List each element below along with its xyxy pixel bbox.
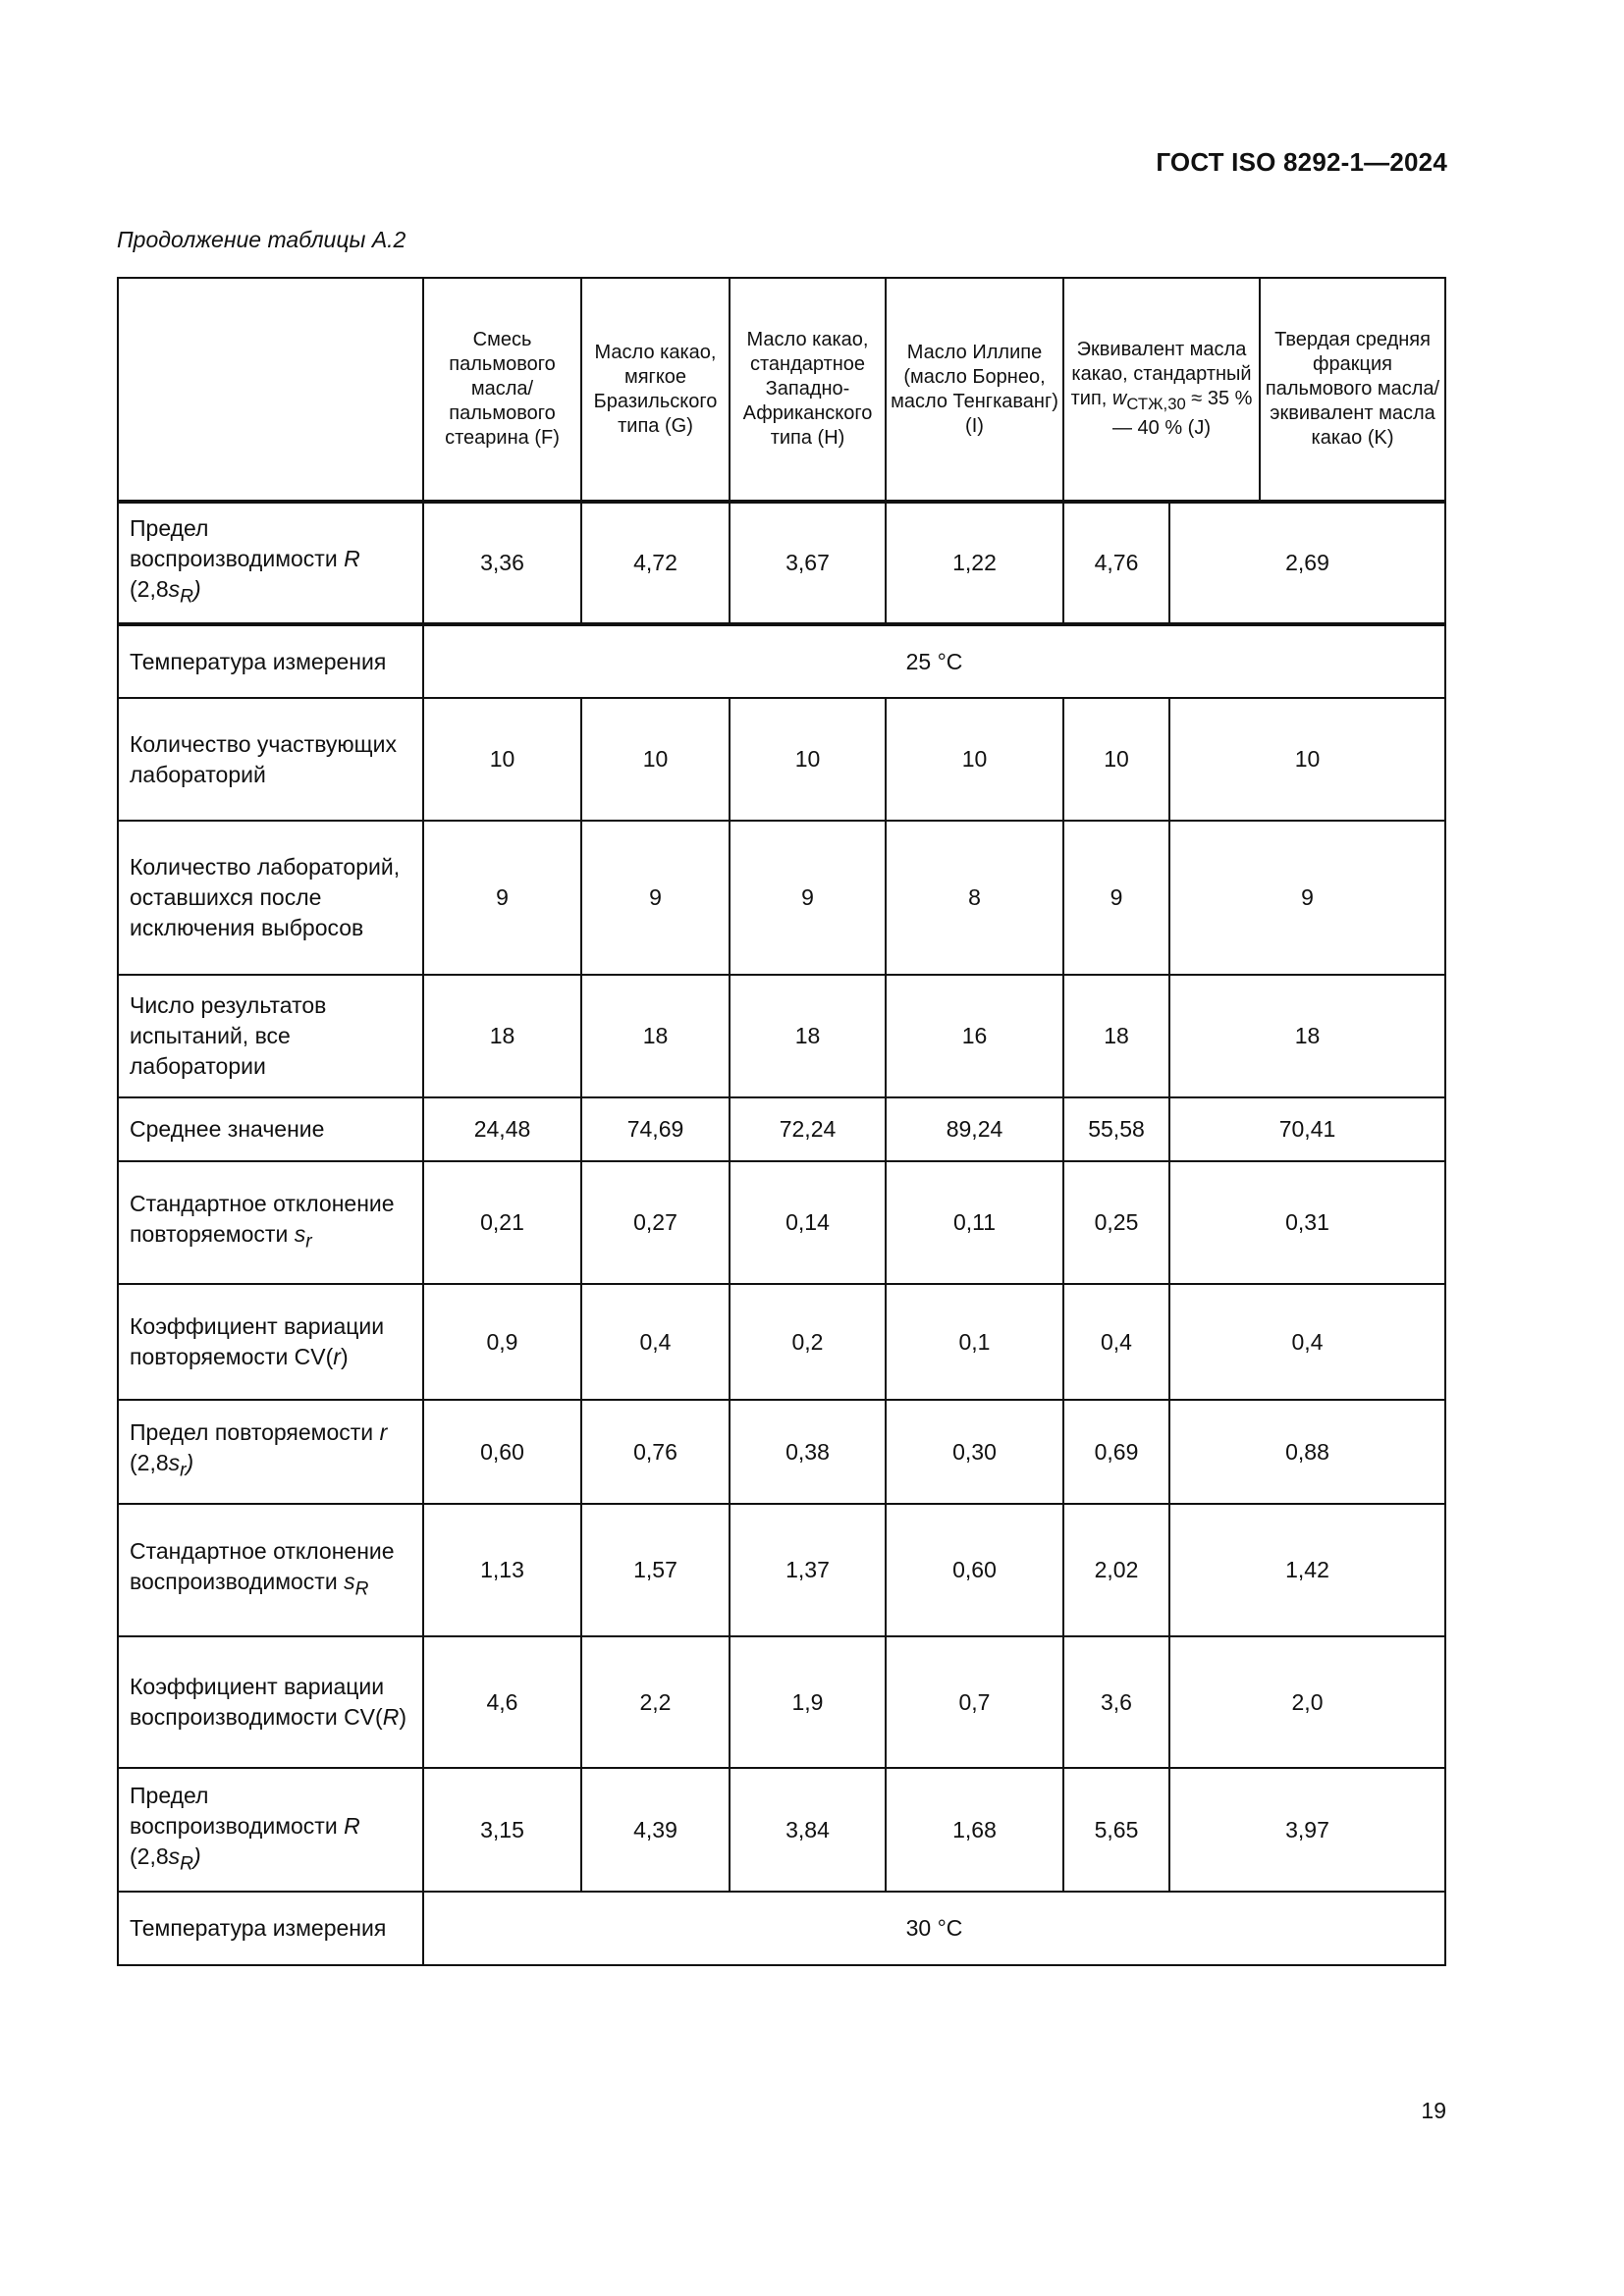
value-cell-f: 10 bbox=[423, 698, 581, 821]
row-label: Температура измерения bbox=[118, 1892, 423, 1965]
table-row bbox=[118, 1768, 1445, 1892]
row-label-symbol: s bbox=[168, 576, 181, 603]
row-label-subscript-symbol: R bbox=[354, 1578, 369, 1600]
row-label-subscript bbox=[180, 1853, 193, 1874]
value-cell-h: 0,14 bbox=[730, 1161, 886, 1284]
row-label-symbol: s bbox=[344, 1568, 355, 1594]
table-row bbox=[118, 1284, 1445, 1400]
table-header-row bbox=[118, 278, 1445, 502]
value-cell-i: 0,60 bbox=[886, 1504, 1063, 1636]
row-label-text: Коэффициент вариации воспроизводимости CV( bbox=[130, 1674, 385, 1730]
table-row bbox=[118, 624, 1445, 698]
value-cell-j: 10 bbox=[1063, 698, 1169, 821]
row-label-text: Коэффициент вариации повторяемости CV( bbox=[130, 1313, 385, 1369]
row-label: Количество лабораторий, оставшихся после исключения выбросов bbox=[118, 821, 423, 975]
row-label-subscript bbox=[355, 1578, 369, 1599]
value-cell-i: 10 bbox=[886, 698, 1063, 821]
table-caption: Продолжение таблицы А.2 bbox=[117, 227, 406, 252]
row-label-text: ) bbox=[340, 1344, 349, 1369]
value-cell-h: 9 bbox=[730, 821, 886, 975]
value-cell-k: 3,97 bbox=[1169, 1768, 1445, 1892]
value-cell-i: 0,30 bbox=[886, 1400, 1063, 1504]
row-label-text: Предел воспроизводимости bbox=[130, 515, 345, 572]
value-cell-i: 16 bbox=[886, 975, 1063, 1097]
row-label-text: (2,8 bbox=[130, 1842, 169, 1869]
value-cell-g: 1,57 bbox=[581, 1504, 730, 1636]
value-cell-f: 3,15 bbox=[423, 1768, 581, 1892]
value-cell-k: 1,42 bbox=[1169, 1504, 1445, 1636]
value-cell-f: 0,9 bbox=[423, 1284, 581, 1400]
value-cell-f: 18 bbox=[423, 975, 581, 1097]
table-row bbox=[118, 1636, 1445, 1768]
row-label-subscript-symbol: r bbox=[180, 1460, 187, 1481]
value-cell-j: 55,58 bbox=[1063, 1097, 1169, 1161]
value-cell-k: 18 bbox=[1169, 975, 1445, 1097]
row-label-subscript-symbol: R bbox=[180, 1853, 193, 1875]
row-label-symbol: r bbox=[379, 1419, 388, 1446]
value-cell-f: 9 bbox=[423, 821, 581, 975]
value-cell-j: 0,25 bbox=[1063, 1161, 1169, 1284]
value-cell-j: 9 bbox=[1063, 821, 1169, 975]
value-cell-k: 9 bbox=[1169, 821, 1445, 975]
value-cell-f: 0,21 bbox=[423, 1161, 581, 1284]
value-cell-h: 0,38 bbox=[730, 1400, 886, 1504]
row-label-symbol: s bbox=[168, 1842, 181, 1869]
row-label-subscript-symbol: r bbox=[305, 1231, 312, 1253]
column-header-j-subscript: СТЖ,30 bbox=[1126, 395, 1186, 413]
row-label-text: Предел воспроизводимости bbox=[130, 1782, 345, 1839]
value-cell-h: 3,67 bbox=[730, 502, 886, 624]
row-label-text: ) bbox=[399, 1704, 406, 1730]
column-header-f: Смесь пальмового масла/ пальмового стеарина (F) bbox=[423, 278, 581, 502]
row-label: Число результатов испытаний, все лаборатории bbox=[118, 975, 423, 1097]
value-cell-i: 0,1 bbox=[886, 1284, 1063, 1400]
value-cell-j: 5,65 bbox=[1063, 1768, 1169, 1892]
value-cell-j: 4,76 bbox=[1063, 502, 1169, 624]
header-empty-cell bbox=[118, 278, 423, 502]
table-row bbox=[118, 1161, 1445, 1284]
row-label-symbol: R bbox=[344, 546, 360, 572]
table-row bbox=[118, 1892, 1445, 1965]
value-cell-k: 2,0 bbox=[1169, 1636, 1445, 1768]
merged-value-cell: 25 °C bbox=[423, 624, 1445, 698]
column-header-k: Твердая средняя фракция пальмового масла/ эквивалент масла какао (K) bbox=[1260, 278, 1445, 502]
value-cell-k: 2,69 bbox=[1169, 502, 1445, 624]
row-label-symbol: s bbox=[168, 1450, 181, 1476]
table-body bbox=[118, 502, 1445, 1965]
value-cell-j: 3,6 bbox=[1063, 1636, 1169, 1768]
row-label bbox=[118, 1636, 423, 1768]
value-cell-k: 0,88 bbox=[1169, 1400, 1445, 1504]
value-cell-k: 70,41 bbox=[1169, 1097, 1445, 1161]
row-label bbox=[118, 1284, 423, 1400]
value-cell-h: 3,84 bbox=[730, 1768, 886, 1892]
value-cell-g: 74,69 bbox=[581, 1097, 730, 1161]
value-cell-j: 0,4 bbox=[1063, 1284, 1169, 1400]
document-standard-header: ГОСТ ISO 8292-1—2024 bbox=[1156, 147, 1447, 177]
row-label-symbol: R bbox=[344, 1812, 360, 1839]
value-cell-h: 72,24 bbox=[730, 1097, 886, 1161]
row-label bbox=[118, 1504, 423, 1636]
value-cell-k: 0,4 bbox=[1169, 1284, 1445, 1400]
value-cell-j: 18 bbox=[1063, 975, 1169, 1097]
column-header-j bbox=[1063, 278, 1260, 502]
row-label-text: (2,8 bbox=[130, 576, 169, 603]
row-label-text: Стандартное отклонение воспроизводимости bbox=[130, 1537, 395, 1594]
value-cell-h: 1,37 bbox=[730, 1504, 886, 1636]
row-label bbox=[118, 1161, 423, 1284]
row-label-symbol: R bbox=[382, 1704, 400, 1730]
table-row bbox=[118, 1400, 1445, 1504]
merged-value-cell: 30 °C bbox=[423, 1892, 1445, 1965]
value-cell-i: 89,24 bbox=[886, 1097, 1063, 1161]
row-label bbox=[118, 1400, 423, 1504]
value-cell-k: 0,31 bbox=[1169, 1161, 1445, 1284]
value-cell-f: 4,6 bbox=[423, 1636, 581, 1768]
row-label-subscript bbox=[305, 1231, 311, 1252]
table-row bbox=[118, 698, 1445, 821]
table-row bbox=[118, 1504, 1445, 1636]
column-header-h: Масло какао, стандартное Западно-Африканского типа (H) bbox=[730, 278, 886, 502]
column-header-j-text: Эквивалент масла какао, стандартный тип, bbox=[1070, 339, 1252, 409]
precision-data-table bbox=[117, 277, 1446, 1966]
value-cell-f: 24,48 bbox=[423, 1097, 581, 1161]
value-cell-g: 4,39 bbox=[581, 1768, 730, 1892]
row-label-symbol: ) bbox=[192, 1842, 201, 1869]
value-cell-h: 10 bbox=[730, 698, 886, 821]
row-label-text: Стандартное отклонение повторяемости bbox=[130, 1190, 395, 1247]
value-cell-g: 0,76 bbox=[581, 1400, 730, 1504]
column-header-j-symbol: w bbox=[1111, 388, 1127, 409]
value-cell-i: 0,11 bbox=[886, 1161, 1063, 1284]
value-cell-f: 1,13 bbox=[423, 1504, 581, 1636]
row-label: Среднее значение bbox=[118, 1097, 423, 1161]
column-header-i: Масло Иллипе (масло Борнео, масло Тенгкаванг) (I) bbox=[886, 278, 1063, 502]
row-label-subscript-symbol: R bbox=[180, 586, 193, 608]
value-cell-f: 0,60 bbox=[423, 1400, 581, 1504]
column-header-j-range: ≈ 35 % — 40 % (J) bbox=[1111, 388, 1253, 439]
value-cell-j: 0,69 bbox=[1063, 1400, 1169, 1504]
row-label-symbol: s bbox=[294, 1220, 306, 1247]
table-row bbox=[118, 502, 1445, 624]
value-cell-g: 0,4 bbox=[581, 1284, 730, 1400]
table-row bbox=[118, 1097, 1445, 1161]
value-cell-g: 18 bbox=[581, 975, 730, 1097]
value-cell-g: 2,2 bbox=[581, 1636, 730, 1768]
row-label-symbol: ) bbox=[186, 1450, 194, 1476]
column-header-g: Масло какао, мягкое Бразильского типа (G) bbox=[581, 278, 730, 502]
row-label bbox=[118, 502, 423, 624]
value-cell-h: 0,2 bbox=[730, 1284, 886, 1400]
value-cell-i: 1,68 bbox=[886, 1768, 1063, 1892]
value-cell-g: 10 bbox=[581, 698, 730, 821]
row-label: Температура измерения bbox=[118, 624, 423, 698]
table-row bbox=[118, 975, 1445, 1097]
page-number: 19 bbox=[1421, 2098, 1446, 2123]
value-cell-h: 18 bbox=[730, 975, 886, 1097]
row-label-symbol: r bbox=[333, 1344, 341, 1369]
row-label-subscript bbox=[180, 587, 193, 608]
row-label: Количество участвующих лабораторий bbox=[118, 698, 423, 821]
row-label-symbol: ) bbox=[192, 576, 201, 603]
row-label-text: Предел повторяемости bbox=[130, 1419, 380, 1446]
value-cell-j: 2,02 bbox=[1063, 1504, 1169, 1636]
row-label-text: (2,8 bbox=[130, 1450, 169, 1476]
value-cell-i: 0,7 bbox=[886, 1636, 1063, 1768]
value-cell-f: 3,36 bbox=[423, 502, 581, 624]
value-cell-i: 1,22 bbox=[886, 502, 1063, 624]
value-cell-g: 4,72 bbox=[581, 502, 730, 624]
value-cell-h: 1,9 bbox=[730, 1636, 886, 1768]
value-cell-g: 9 bbox=[581, 821, 730, 975]
table-row bbox=[118, 821, 1445, 975]
value-cell-i: 8 bbox=[886, 821, 1063, 975]
value-cell-g: 0,27 bbox=[581, 1161, 730, 1284]
row-label bbox=[118, 1768, 423, 1892]
value-cell-k: 10 bbox=[1169, 698, 1445, 821]
